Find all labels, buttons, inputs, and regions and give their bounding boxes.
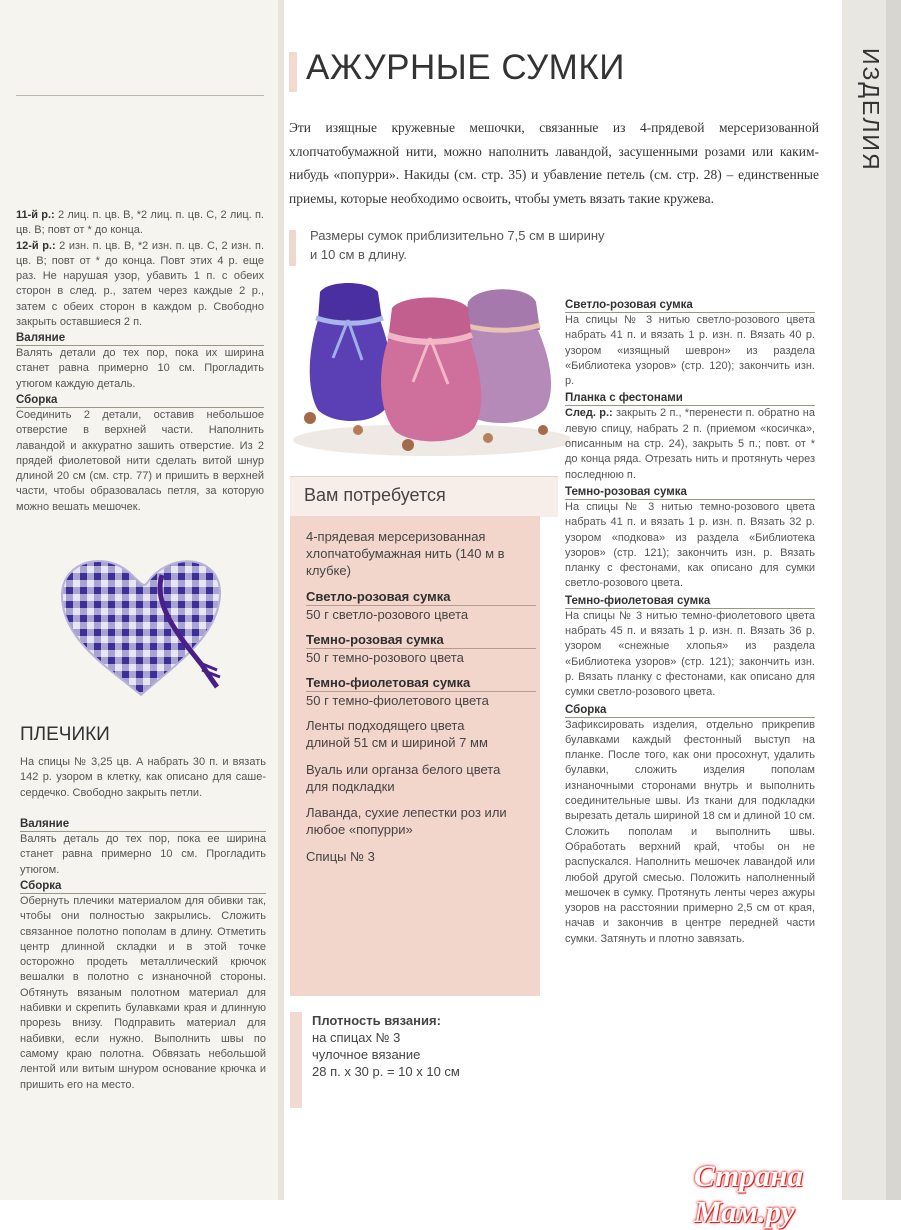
dark-pink-heading: Темно-розовая сумка <box>565 485 815 500</box>
light-pink-heading: Светло-розовая сумка <box>565 298 815 313</box>
dark-pink-text: На спицы № 3 нитью темно-розового цвета набрать 41 п. и вязать 1 р. изн. п. Вязать 32 р. узором «подкова» из раздела «Библиотека узоров» (стр. 121); закончить изн. р. Вязать планку с фестонами, как описано для сумки светло-розового цвета. <box>565 500 815 590</box>
plank-text <box>565 406 815 482</box>
plank-label: След. р.: <box>565 407 613 420</box>
bag-assembly-text: Зафиксировать изделия, отдельно прикрепив булавками каждый фестонный выступ на планке. После того, как они просохнут, удалить булавки, сложить изделия пополам изнаночными сторонами внутрь и выполнить соединительные швы. Из ткани для подкладки вырезать деталь шириной 18 см и длиной 10 см. Сложить пополам и выполнить швы. Обработать верхний край, чтобы он не распускался. Наполнить мешочек лавандой или любой другой смесью. Положить наполненный мешочек в сумку. Протянуть ленты через ажуры узоров на расстоянии примерно 2,5 см от края, начав и закончив в центре передней части сумки. Затянуть и плотно завязать. <box>565 718 815 945</box>
row12-label: 12-й р.: <box>16 239 56 252</box>
violet-heading: Темно-фиолетовая сумка <box>565 594 815 609</box>
materials-violet <box>306 674 536 709</box>
materials-ribbons: Ленты подходящего цвета длиной 51 см и шириной 7 мм <box>306 718 488 750</box>
size-note-accent-bar <box>289 230 296 266</box>
page-gutter <box>278 0 284 1200</box>
top-rule <box>16 95 264 96</box>
lace-bags-photo <box>288 280 570 458</box>
density-heading: Плотность вязания: <box>312 1013 441 1028</box>
site-watermark: Страна Мам.ру <box>694 1158 803 1229</box>
knitting-density <box>312 1012 512 1080</box>
heart-rows-text <box>16 208 264 330</box>
density-line-1: на спицах № 3 <box>312 1030 401 1045</box>
hanger-assembly-heading: Сборка <box>20 879 266 894</box>
materials-light-pink-heading: Светло-розовая сумка <box>306 588 536 606</box>
light-pink-text: На спицы № 3 нитью светло-розового цвета набрать 41 п. и вязать 1 р. изн. п. Вязать 40 р. узором «изящный шеврон» из раздела «Библиотека узоров» (стр. 120); закончить изн. р. <box>565 314 815 388</box>
instructions-column <box>565 298 815 947</box>
materials-needles: Спицы № 3 <box>306 849 375 864</box>
row12-text: 2 изн. п. цв. В, *2 изн. п. цв. С, 2 изн. п. цв. В; повт от * до конца. Повт этих 4 р. еще раз. Не нарушая узор, убавить 1 п. с обеих сторон в след. р., затем через каждые 2 р., затем с обеих сторон в каждом р. Свободно закрыть оставшиеся 2 п. <box>16 239 265 329</box>
bag-assembly-heading: Сборка <box>565 703 815 718</box>
hanger-section-title: ПЛЕЧИКИ <box>20 724 110 745</box>
materials-violet-text: 50 г темно-фиолетового цвета <box>306 693 489 708</box>
row11-text: 2 лиц. п. цв. В, *2 лиц. п. цв. С, 2 лиц. п. цв. В; повт от * до конца. <box>16 209 264 237</box>
row11-label: 11-й р.: <box>16 209 55 221</box>
plank-heading: Планка с фестонами <box>565 391 815 406</box>
hanger-intro-text: На спицы № 3,25 цв. А набрать 30 п. и вязать 142 р. узором в клетку, как описано для саше-сердечко. Свободно закрыть петли. <box>20 756 266 799</box>
felting-heading: Валяние <box>16 331 264 346</box>
violet-text: На спицы № 3 нитью темно-фиолетового цвета набрать 45 п. и вязать 1 р. изн. п. Вязать 36 р. узором «снежные хлопья» из раздела «Библиотека узоров» (стр. 121); закончить изн. р. Вязать планку с фестонами, как описано для сумки светло-розового цвета. <box>565 609 815 699</box>
materials-violet-heading: Темно-фиолетовая сумка <box>306 674 536 692</box>
materials-dark-pink <box>306 631 536 666</box>
gingham-heart-sachet-image <box>52 545 230 705</box>
hanger-felting-heading: Валяние <box>20 817 266 832</box>
size-note-line-1: Размеры сумок приблизительно 7,5 см в ширину <box>310 228 605 243</box>
density-line-2: чулочное вязание <box>312 1047 421 1062</box>
hanger-felting-text: Валять деталь до тех пор, пока ее ширина станет равна примерно 10 см. Прогладить утюгом. <box>20 833 266 876</box>
materials-yarn: 4-прядевая мерсеризованная хлопчатобумажная нить (140 м в клубке) <box>306 529 505 578</box>
intro-paragraph: Эти изящные кружевные мешочки, связанные из 4-прядевой мерсеризованной хлопчатобумажной нити, можно наполнить лавандой, засушенными розами или каким-нибудь «попурри». Накиды (см. стр. 35) и убавление петель (см. стр. 28) – единственные приемы, которые необходимо освоить, чтобы уметь вязать такие кружева. <box>289 120 819 206</box>
materials-light-pink-text: 50 г светло-розового цвета <box>306 607 469 622</box>
hanger-assembly-text: Обернуть плечики материалом для обивки так, чтобы они полностью закрылись. Сложить связанное полотно пополам в длину. Отметить центр длинной складки и в этой точке осторожно продеть металлический крючок вешалки в полотно с изнаночной стороны. Обтянуть вязаным полотном материал для набивки и скрепить булавками края и длинную прорезь внизу. Подправить материал для набивки, если нужно. Выполнить швы по самому краю полотна. Обвязать небольшой лентой или витым шнуром основание крючка и пришить его на место. <box>20 895 266 1091</box>
materials-lavender: Лаванда, сухие лепестки роз или любое «попурри» <box>306 805 507 837</box>
assembly-text: Соединить 2 детали, оставив небольшое отверстие в верхней части. Наполнить лавандой и аккуратно зашить отверстие. Из 2 прядей фиолетовой нити сделать витой шнур длиной 20 см (см. стр. 77) и пришить в верхней части, чтобы образовалась петля, за которую можно вешать мешочек. <box>16 409 264 513</box>
materials-dark-pink-heading: Темно-розовая сумка <box>306 631 536 649</box>
size-note-line-2: и 10 см в длину. <box>310 247 407 262</box>
section-title-vertical: ИЗДЕЛИЯ <box>858 48 884 172</box>
size-note <box>310 226 630 264</box>
title-accent-bar <box>289 52 297 92</box>
density-line-3: 28 п. x 30 р. = 10 x 10 см <box>312 1064 460 1079</box>
density-accent-bar <box>290 1012 302 1108</box>
materials-dark-pink-text: 50 г темно-розового цвета <box>306 650 464 665</box>
materials-box-title: Вам потребуется <box>304 485 446 505</box>
page-title: АЖУРНЫЕ СУМКИ <box>306 48 625 87</box>
materials-box-header <box>290 476 558 517</box>
materials-light-pink <box>306 588 536 623</box>
assembly-heading: Сборка <box>16 393 264 408</box>
materials-voile: Вуаль или органза белого цвета для подкладки <box>306 762 501 794</box>
plank-body: закрыть 2 п., *перенести п. обратно на левую спицу, набрать 2 п. (приемом «косичка», описанным на стр. 24), закрыть 5 п.; повт. от * до конца ряда. Отрезать нить и протянуть через последнюю п. <box>565 407 816 481</box>
page-edge-shadow <box>886 0 901 1200</box>
felting-text: Валять детали до тех пор, пока их ширина станет равна примерно 10 см. Прогладить утюгом каждую деталь. <box>16 347 264 390</box>
